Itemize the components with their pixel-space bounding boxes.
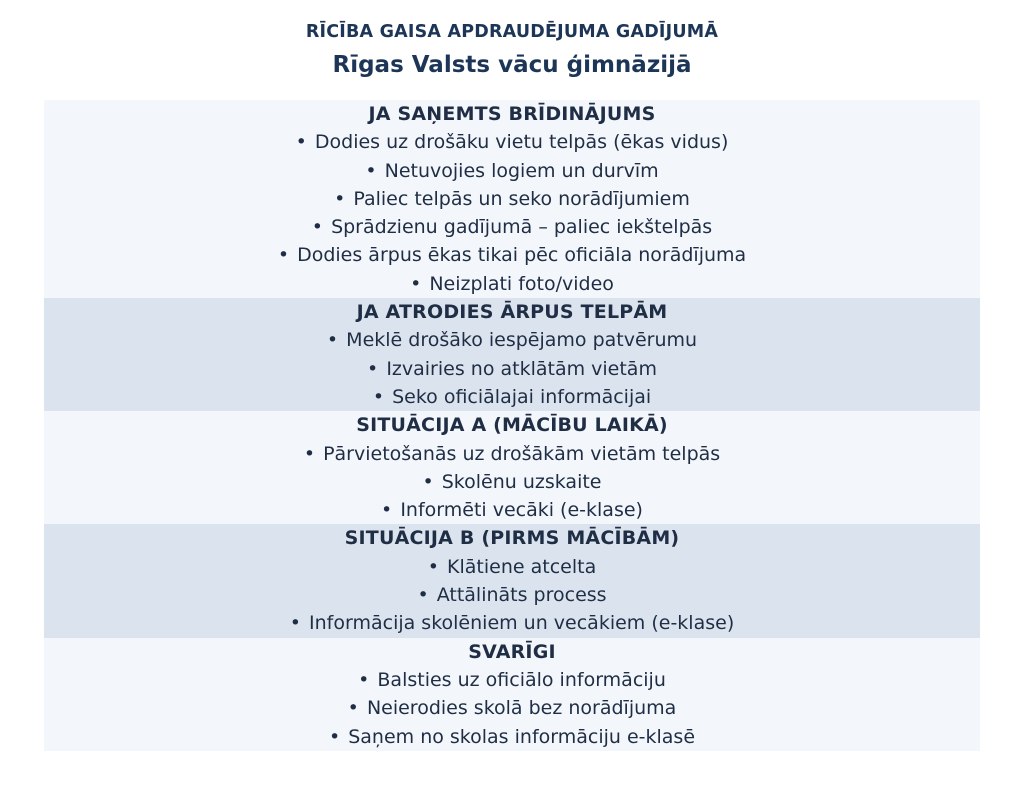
list-item-text: Balsties uz oficiālo informāciju — [377, 668, 666, 691]
section-situation-a — [44, 411, 980, 524]
list-item — [44, 383, 980, 411]
list-item-text: Neizplati foto/video — [429, 272, 614, 295]
bullet-icon: • — [295, 131, 307, 154]
section-heading: JA ATRODIES ĀRPUS TELPĀM — [356, 301, 668, 324]
bullet-icon: • — [347, 697, 359, 720]
list-item — [44, 241, 980, 269]
list-item-text: Dodies uz drošāku vietu telpās (ēkas vidus) — [314, 131, 729, 154]
list-item-text: Pārvietošanās uz drošākām vietām telpās — [323, 442, 721, 465]
bullet-icon: • — [303, 442, 316, 465]
bullet-icon: • — [334, 187, 346, 210]
section-warning-received — [44, 100, 980, 298]
bullet-icon: • — [410, 272, 422, 295]
list-item-text: Attālināts process — [436, 584, 607, 607]
list-item — [44, 666, 980, 694]
list-item-text: Paliec telpās un seko norādījumiem — [353, 187, 690, 210]
list-item-text: Netuvojies logiem un durvīm — [384, 159, 659, 182]
list-item — [44, 128, 980, 156]
list-item — [44, 609, 980, 637]
section-outside — [44, 298, 980, 411]
list-item — [44, 270, 980, 298]
bullet-icon: • — [277, 244, 290, 267]
bullet-icon: • — [417, 584, 429, 607]
list-item-text: Seko oficiālajai informācijai — [392, 385, 652, 408]
section-heading: SITUĀCIJA A (MĀCĪBU LAIKĀ) — [356, 414, 668, 437]
bullet-icon: • — [328, 725, 341, 748]
list-item-text: Meklē drošāko iespējamo patvērumu — [346, 329, 698, 352]
section-heading: JA SAŅEMTS BRĪDINĀJUMS — [368, 103, 656, 125]
list-item-text: Neierodies skolā bez norādījuma — [366, 697, 677, 720]
bullet-icon: • — [367, 357, 379, 380]
list-item — [44, 440, 980, 468]
document-subtitle: Rīgas Valsts vācu ģimnāzijā — [332, 52, 692, 78]
bullet-icon: • — [365, 159, 377, 182]
list-item-text: Klātiene atcelta — [447, 555, 597, 578]
bullet-icon: • — [311, 216, 324, 239]
list-item — [44, 496, 980, 524]
instructions-table — [44, 100, 980, 751]
list-item — [44, 157, 980, 185]
bullet-icon: • — [289, 612, 301, 635]
list-item — [44, 553, 980, 581]
section-heading: SVARĪGI — [468, 640, 556, 663]
bullet-icon: • — [326, 329, 339, 352]
list-item — [44, 185, 980, 213]
list-item — [44, 694, 980, 722]
list-item — [44, 355, 980, 383]
bullet-icon: • — [381, 499, 393, 522]
list-item-text: Sprādzienu gadījumā – paliec iekštelpās — [331, 216, 713, 239]
list-item-text: Saņem no skolas informāciju e-klasē — [348, 725, 696, 748]
list-item — [44, 723, 980, 751]
list-item-text: Informācija skolēniem un vecākiem (e-klase) — [309, 612, 735, 635]
section-situation-b — [44, 524, 980, 637]
list-item-text: Izvairies no atklātām vietām — [386, 357, 657, 380]
list-item — [44, 581, 980, 609]
list-item-text: Dodies ārpus ēkas tikai pēc oficiāla norādījuma — [297, 244, 747, 267]
section-heading: SITUĀCIJA B (PIRMS MĀCĪBĀM) — [344, 527, 680, 550]
bullet-icon: • — [422, 470, 434, 493]
document-title: RĪCĪBA GAISA APDRAUDĒJUMA GADĪJUMĀ — [305, 22, 719, 42]
bullet-icon: • — [358, 668, 370, 691]
bullet-icon: • — [427, 555, 439, 578]
list-item — [44, 326, 980, 354]
section-important — [44, 638, 980, 751]
list-item-text: Skolēnu uzskaite — [441, 470, 602, 493]
list-item — [44, 213, 980, 241]
bullet-icon: • — [372, 385, 385, 408]
list-item — [44, 468, 980, 496]
list-item-text: Informēti vecāki (e-klase) — [400, 499, 643, 522]
